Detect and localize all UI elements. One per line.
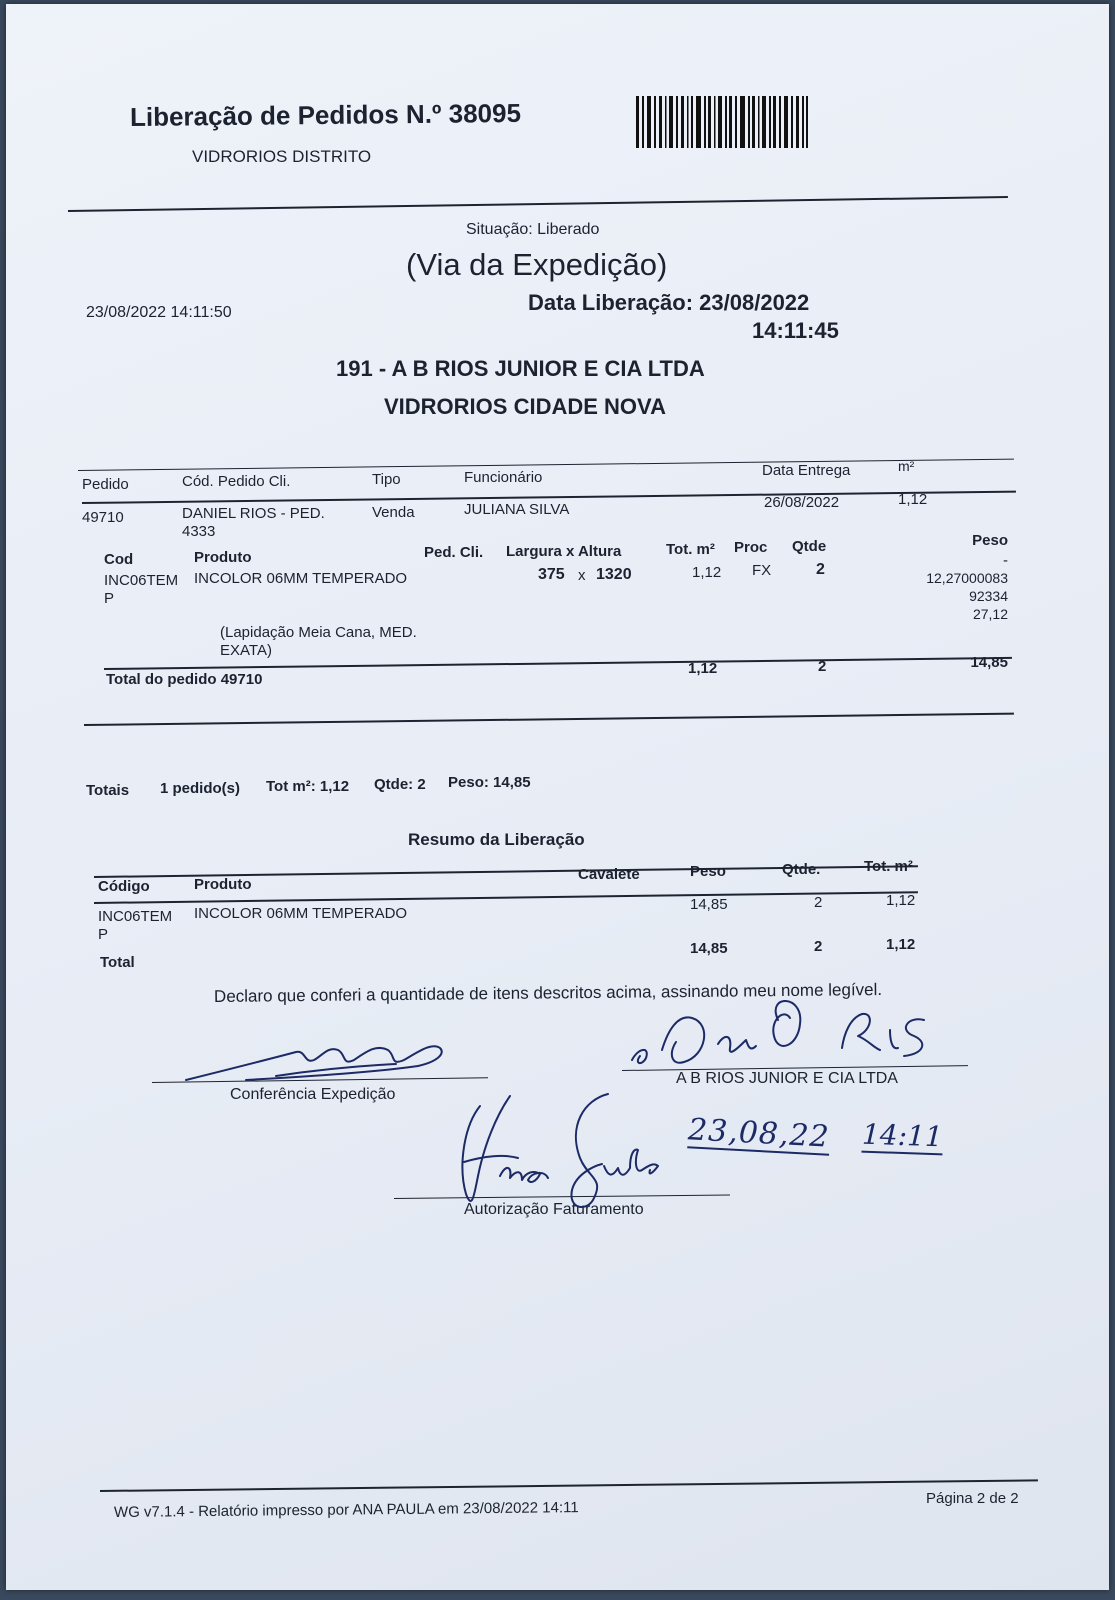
status-text: Situação: Liberado: [466, 221, 600, 238]
item-peso-line3: 27,12: [972, 606, 1008, 622]
client-branch: VIDRORIOS CIDADE NOVA: [384, 394, 666, 419]
header-divider: [68, 196, 1008, 212]
item-note-cont: EXATA): [220, 642, 272, 659]
client-name: 191 - A B RIOS JUNIOR E CIA LTDA: [336, 356, 705, 381]
order-type: Venda: [372, 504, 415, 521]
item-header-cod: Cod: [104, 551, 134, 568]
col-header-data-entrega: Data Entrega: [762, 462, 851, 479]
summary-header-cavalete: Cavalete: [578, 866, 640, 883]
order-delivery-date: 26/08/2022: [764, 494, 840, 511]
item-header-produto: Produto: [194, 549, 252, 566]
release-time: 14:11:45: [752, 318, 839, 343]
signature-label-autorizacao: Autorização Faturamento: [464, 1201, 644, 1218]
summary-tot-m2: 1,12: [886, 892, 916, 909]
signature-conferencia-drawing: [156, 1030, 456, 1090]
declaration-text: Declaro que conferi a quantidade de itens descritos acima, assinando meu nome legível.: [213, 980, 883, 1006]
company-name: VIDRORIOS DISTRITO: [192, 147, 372, 166]
item-header-peso: Peso: [972, 532, 1008, 549]
signature-label-conferencia: Conferência Expedição: [230, 1086, 396, 1103]
order-client-code-cont: 4333: [182, 523, 216, 540]
item-code-cont: P: [104, 590, 115, 607]
order-number: 49710: [82, 509, 124, 526]
barcode-icon: [636, 96, 808, 148]
item-header-qtde: Qtde: [792, 538, 827, 555]
print-timestamp: 23/08/2022 14:11:50: [86, 304, 232, 321]
summary-code-cont: P: [98, 926, 109, 943]
item-peso-dash: -: [1003, 552, 1008, 569]
handwritten-date: 23,08,22: [687, 1112, 831, 1155]
summary-peso: 14,85: [690, 896, 728, 913]
order-section-end-rule: [84, 713, 1014, 726]
order-table-top-rule: [78, 459, 1014, 471]
order-total-qtde: 2: [818, 658, 827, 675]
summary-total-qtde: 2: [814, 938, 823, 955]
footer-printed-by: WG v7.1.4 - Relatório impresso por ANA PAULA em 23/08/2022 14:11: [113, 1499, 579, 1521]
summary-header-codigo: Código: [98, 878, 150, 895]
summary-total-peso: 14,85: [690, 940, 728, 957]
item-header-largura-altura: Largura x Altura: [506, 543, 622, 560]
order-employee: JULIANA SILVA: [464, 501, 570, 518]
summary-header-tot-m2: Tot. m²: [864, 858, 913, 875]
totals-qtde: Qtde: 2: [374, 776, 426, 793]
summary-header-peso: Peso: [690, 863, 726, 880]
item-width: 375: [538, 566, 565, 583]
totals-m2: Tot m²: 1,12: [266, 778, 350, 795]
order-m2: 1,12: [898, 491, 928, 508]
signature-autorizacao-drawing: [444, 1086, 674, 1226]
order-total-label: Total do pedido 49710: [106, 671, 263, 688]
summary-code: INC06TEM: [98, 908, 173, 925]
item-times: x: [578, 567, 586, 584]
document-page: [6, 4, 1109, 1590]
summary-product: INCOLOR 06MM TEMPERADO: [194, 905, 408, 922]
item-product: INCOLOR 06MM TEMPERADO: [194, 570, 408, 587]
copy-label: (Via da Expedição): [406, 247, 668, 282]
summary-total-tot-m2: 1,12: [886, 936, 916, 953]
summary-qtde: 2: [814, 894, 823, 911]
col-header-pedido: Pedido: [82, 476, 129, 493]
summary-header-qtde: Qtde.: [782, 861, 821, 878]
col-header-cod-cli: Cód. Pedido Cli.: [182, 473, 291, 490]
item-proc: FX: [752, 562, 772, 579]
item-peso-line2: 92334: [969, 588, 1008, 604]
order-total-peso: 14,85: [970, 654, 1008, 671]
item-peso-line1: 12,27000083: [926, 570, 1008, 586]
totals-peso: Peso: 14,85: [448, 774, 531, 791]
item-header-proc: Proc: [734, 539, 768, 556]
col-header-tipo: Tipo: [372, 471, 401, 488]
totals-label: Totais: [86, 782, 130, 799]
summary-title: Resumo da Liberação: [408, 830, 585, 849]
signature-label-cliente: A B RIOS JUNIOR E CIA LTDA: [676, 1070, 898, 1087]
item-header-tot-m2: Tot. m²: [666, 541, 715, 558]
handwritten-time: 14:11: [861, 1117, 944, 1154]
release-date: Data Liberação: 23/08/2022: [528, 290, 810, 315]
summary-total-label: Total: [100, 954, 135, 971]
summary-header-rule: [94, 891, 918, 904]
col-header-m2: m²: [898, 458, 915, 474]
item-tot-m2: 1,12: [692, 564, 722, 581]
item-height: 1320: [596, 566, 632, 583]
order-total-m2: 1,12: [688, 660, 718, 677]
footer-rule: [100, 1479, 1038, 1492]
order-client-code: DANIEL RIOS - PED.: [182, 505, 325, 522]
item-qtde: 2: [816, 561, 825, 578]
item-header-ped-cli: Ped. Cli.: [424, 544, 484, 561]
summary-header-produto: Produto: [194, 876, 252, 893]
footer-page-number: Página 2 de 2: [926, 1490, 1019, 1507]
item-note: (Lapidação Meia Cana, MED.: [220, 624, 417, 641]
signature-cliente-drawing: [628, 1000, 948, 1080]
totals-pedidos: 1 pedido(s): [160, 780, 241, 797]
document-title: Liberação de Pedidos N.º 38095: [129, 97, 522, 132]
col-header-funcionario: Funcionário: [464, 469, 543, 486]
item-code: INC06TEM: [104, 572, 179, 589]
